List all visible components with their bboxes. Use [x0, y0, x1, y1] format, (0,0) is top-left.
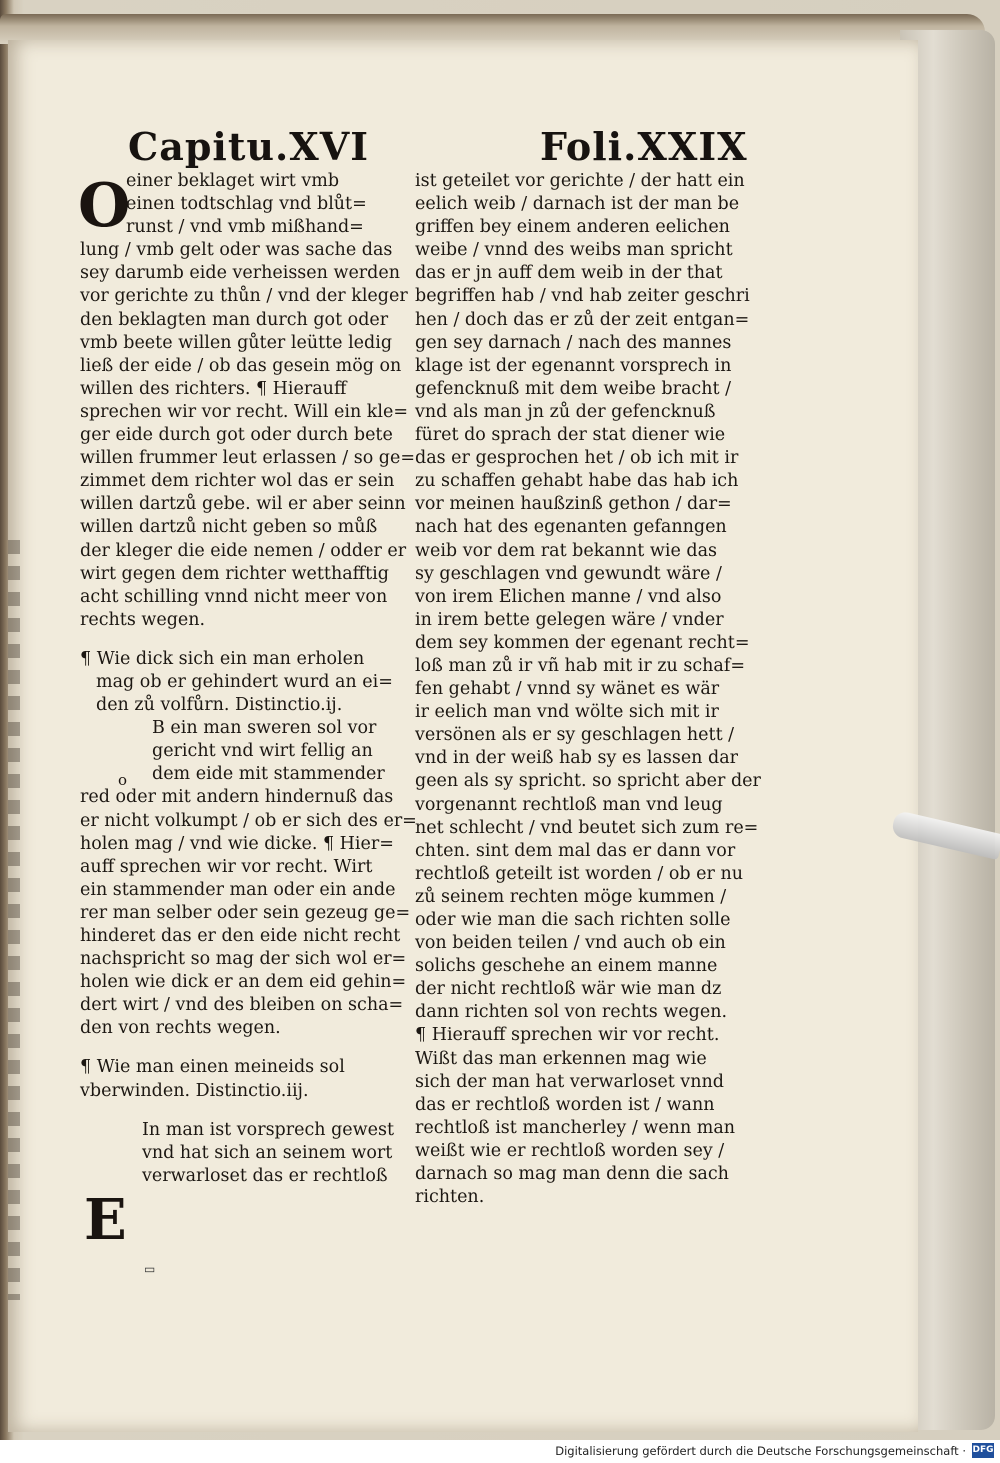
- text-line: wirt gegen dem richter wetthafftig: [80, 563, 389, 584]
- text-line: rechtloß ist mancherley / wenn man: [415, 1117, 736, 1138]
- text-line: holen wie dick er an dem eid gehin=: [80, 972, 407, 993]
- text-line: er nicht volkumpt / ob er sich des er=: [80, 810, 417, 831]
- text-line: sy geschlagen vnd gewundt wäre /: [415, 563, 722, 584]
- text-line: B ein man sweren sol vor: [152, 718, 377, 739]
- text-line: das er gesprochen het / ob ich mit ir: [415, 448, 739, 469]
- text-line: vnd als man jn zů der gefencknuß: [415, 401, 716, 422]
- text-line: vmb beete willen gůter leütte ledig: [80, 332, 393, 353]
- text-line: das er jn auff dem weib in der that: [415, 263, 723, 284]
- text-line: ¶ Wie dick sich ein man erholen: [80, 648, 365, 669]
- text-line: der nicht rechtloß wär wie man dz: [415, 979, 722, 1000]
- text-line: Wißt das man erkennen mag wie: [415, 1048, 707, 1069]
- text-line: eelich weib / darnach ist der man be: [415, 194, 740, 215]
- text-line: hen / doch das er zů der zeit entgan=: [415, 309, 750, 330]
- text-line: geen als sy spricht. so spricht aber der: [415, 771, 761, 792]
- paragraph-gap: [80, 1040, 405, 1056]
- text-line: begriffen hab / vnd hab zeiter geschri: [415, 286, 750, 307]
- text-line: fen gehabt / vnnd sy wänet es wär: [415, 679, 720, 700]
- text-line: den von rechts wegen.: [80, 1018, 281, 1039]
- text-line: sey darumb eide verheissen werden: [80, 263, 401, 284]
- text-line: dert wirt / vnd des bleiben on scha=: [80, 995, 404, 1016]
- text-line: auff sprechen wir vor recht. Wirt: [80, 856, 373, 877]
- text-line: zimmet dem richter wol das er sein: [80, 471, 395, 492]
- text-line: net schlecht / vnd beutet sich zum re=: [415, 817, 759, 838]
- text-line: vberwinden. Distinctio.iij.: [80, 1080, 309, 1101]
- left-text-column: [80, 170, 417, 1188]
- facing-page-edge-text: [8, 540, 20, 1300]
- text-line: einen todtschlag vnd blůt=: [126, 194, 367, 215]
- text-line: griffen bey einem anderen eelichen: [415, 217, 730, 238]
- text-line: solichs geschehe an einem manne: [415, 956, 718, 977]
- paragraph-gap: [80, 632, 405, 648]
- text-line: loß man zů ir vñ hab mit ir zu schaf=: [415, 655, 746, 676]
- dfg-logo: DFG: [972, 1443, 994, 1458]
- text-line: lung / vmb gelt oder was sache das: [80, 240, 393, 261]
- text-line: gen sey darnach / nach des mannes: [415, 332, 732, 353]
- text-line: ließ der eide / ob das gesein mög on: [80, 355, 402, 376]
- text-line: nachspricht so mag der sich wol er=: [80, 949, 407, 970]
- text-line: rechtloß geteilt ist worden / ob er nu: [415, 863, 743, 884]
- text-line: gefencknuß mit dem weibe bracht /: [415, 378, 731, 399]
- text-line: richten.: [415, 1187, 485, 1208]
- paragraph-gap: [80, 1103, 405, 1119]
- text-line: hinderet das er den eide nicht recht: [80, 926, 401, 946]
- text-line: verwarloset das er rechtloß: [142, 1165, 388, 1186]
- text-line: vnd hat sich an seinem wort: [142, 1142, 393, 1163]
- text-line: ein stammender man oder ein ande: [80, 879, 396, 900]
- text-line: ¶ Hierauff sprechen wir vor recht.: [415, 1025, 720, 1046]
- text-line: rer man selber oder sein gezeug ge=: [80, 902, 411, 923]
- text-line: ger eide durch got oder durch bete: [80, 425, 393, 446]
- text-line: der kleger die eide nemen / odder er: [80, 540, 407, 561]
- text-line: vnd in der weiß hab sy es lassen dar: [415, 748, 739, 769]
- text-line: dann richten sol von rechts wegen.: [415, 1002, 728, 1023]
- text-line: dem sey kommen der egenant recht=: [415, 632, 750, 653]
- text-line: rechts wegen.: [80, 609, 206, 630]
- text-line: willen frummer leut erlassen / so ge=: [80, 448, 416, 469]
- text-line: versönen als er sy geschlagen hett /: [415, 725, 735, 746]
- text-line: füret do sprach der stat diener wie: [415, 425, 726, 446]
- initial-letter-o: O: [78, 171, 131, 241]
- text-line: weißt wie er rechtloß worden sey /: [415, 1140, 725, 1161]
- text-line: chten. sint dem mal das er dann vor: [415, 840, 736, 861]
- text-line: weibe / vnnd des weibs man spricht: [415, 240, 733, 261]
- chapter-heading: Capitu.XVI: [128, 124, 370, 169]
- text-line: zů seinem rechten möge kummen /: [415, 886, 727, 907]
- text-line: sprechen wir vor recht. Will ein kle=: [80, 401, 409, 422]
- text-line: weib vor dem rat bekannt wie das: [415, 540, 718, 561]
- text-line: ¶ Wie man einen meineids sol: [80, 1057, 345, 1078]
- footer-bar: [0, 1440, 1000, 1463]
- text-line: In man ist vorsprech gewest: [142, 1119, 395, 1140]
- text-line: holen mag / vnd wie dicke. ¶ Hier=: [80, 833, 394, 854]
- text-line: gericht vnd wirt fellig an: [152, 741, 373, 762]
- text-line: acht schilling vnnd nicht meer von: [80, 586, 388, 607]
- initial-guide-letter: o: [118, 771, 128, 789]
- text-line: oder wie man die sach richten solle: [415, 910, 731, 930]
- signature-mark: ▭: [144, 1262, 156, 1276]
- text-line: runst / vnd vmb mißhand=: [126, 217, 364, 238]
- text-line: einer beklaget wirt vmb: [126, 171, 340, 191]
- initial-letter-e: E: [84, 1187, 127, 1253]
- text-line: darnach so mag man denn die sach: [415, 1164, 729, 1185]
- text-line: zu schaffen gehabt habe das hab ich: [415, 471, 739, 492]
- text-line: willen des richters. ¶ Hierauff: [80, 378, 347, 399]
- right-text-column: [415, 170, 761, 1209]
- footer-credit-text: Digitalisierung gefördert durch die Deutsche Forschungsgemeinschaft ·: [555, 1444, 966, 1458]
- text-line: nach hat des egenanten gefanngen: [415, 517, 727, 538]
- text-line: ir eelich man vnd wölte sich mit ir: [415, 702, 719, 723]
- text-line: red oder mit andern hindernuß das: [80, 787, 394, 808]
- text-line: willen dartzů nicht geben so můß: [80, 517, 378, 538]
- text-line: vor meinen haußzinß gethon / dar=: [415, 494, 732, 515]
- text-line: dem eide mit stammender: [152, 764, 385, 785]
- text-line: vorgenannt rechtloß man vnd leug: [415, 794, 723, 815]
- text-line: den zů volfůrn. Distinctio.ij.: [96, 695, 343, 716]
- text-line: in irem bette gelegen wäre / vnder: [415, 609, 724, 630]
- text-line: das er rechtloß worden ist / wann: [415, 1094, 715, 1115]
- text-line: sich der man hat verwarloset vnnd: [415, 1071, 724, 1092]
- text-line: von beiden teilen / vnd auch ob ein: [415, 933, 726, 954]
- text-line: von irem Elichen manne / vnd also: [415, 586, 722, 607]
- text-line: vor gerichte zu thůn / vnd der kleger: [80, 286, 408, 307]
- text-line: den beklagten man durch got oder: [80, 309, 389, 330]
- folio-heading: Foli.XXIX: [540, 124, 748, 169]
- text-line: klage ist der egenannt vorsprech in: [415, 355, 732, 376]
- text-line: willen dartzů gebe. wil er aber seinn: [80, 494, 406, 515]
- text-line: mag ob er gehindert wurd an ei=: [96, 671, 393, 692]
- text-line: ist geteilet vor gerichte / der hatt ein: [415, 171, 745, 191]
